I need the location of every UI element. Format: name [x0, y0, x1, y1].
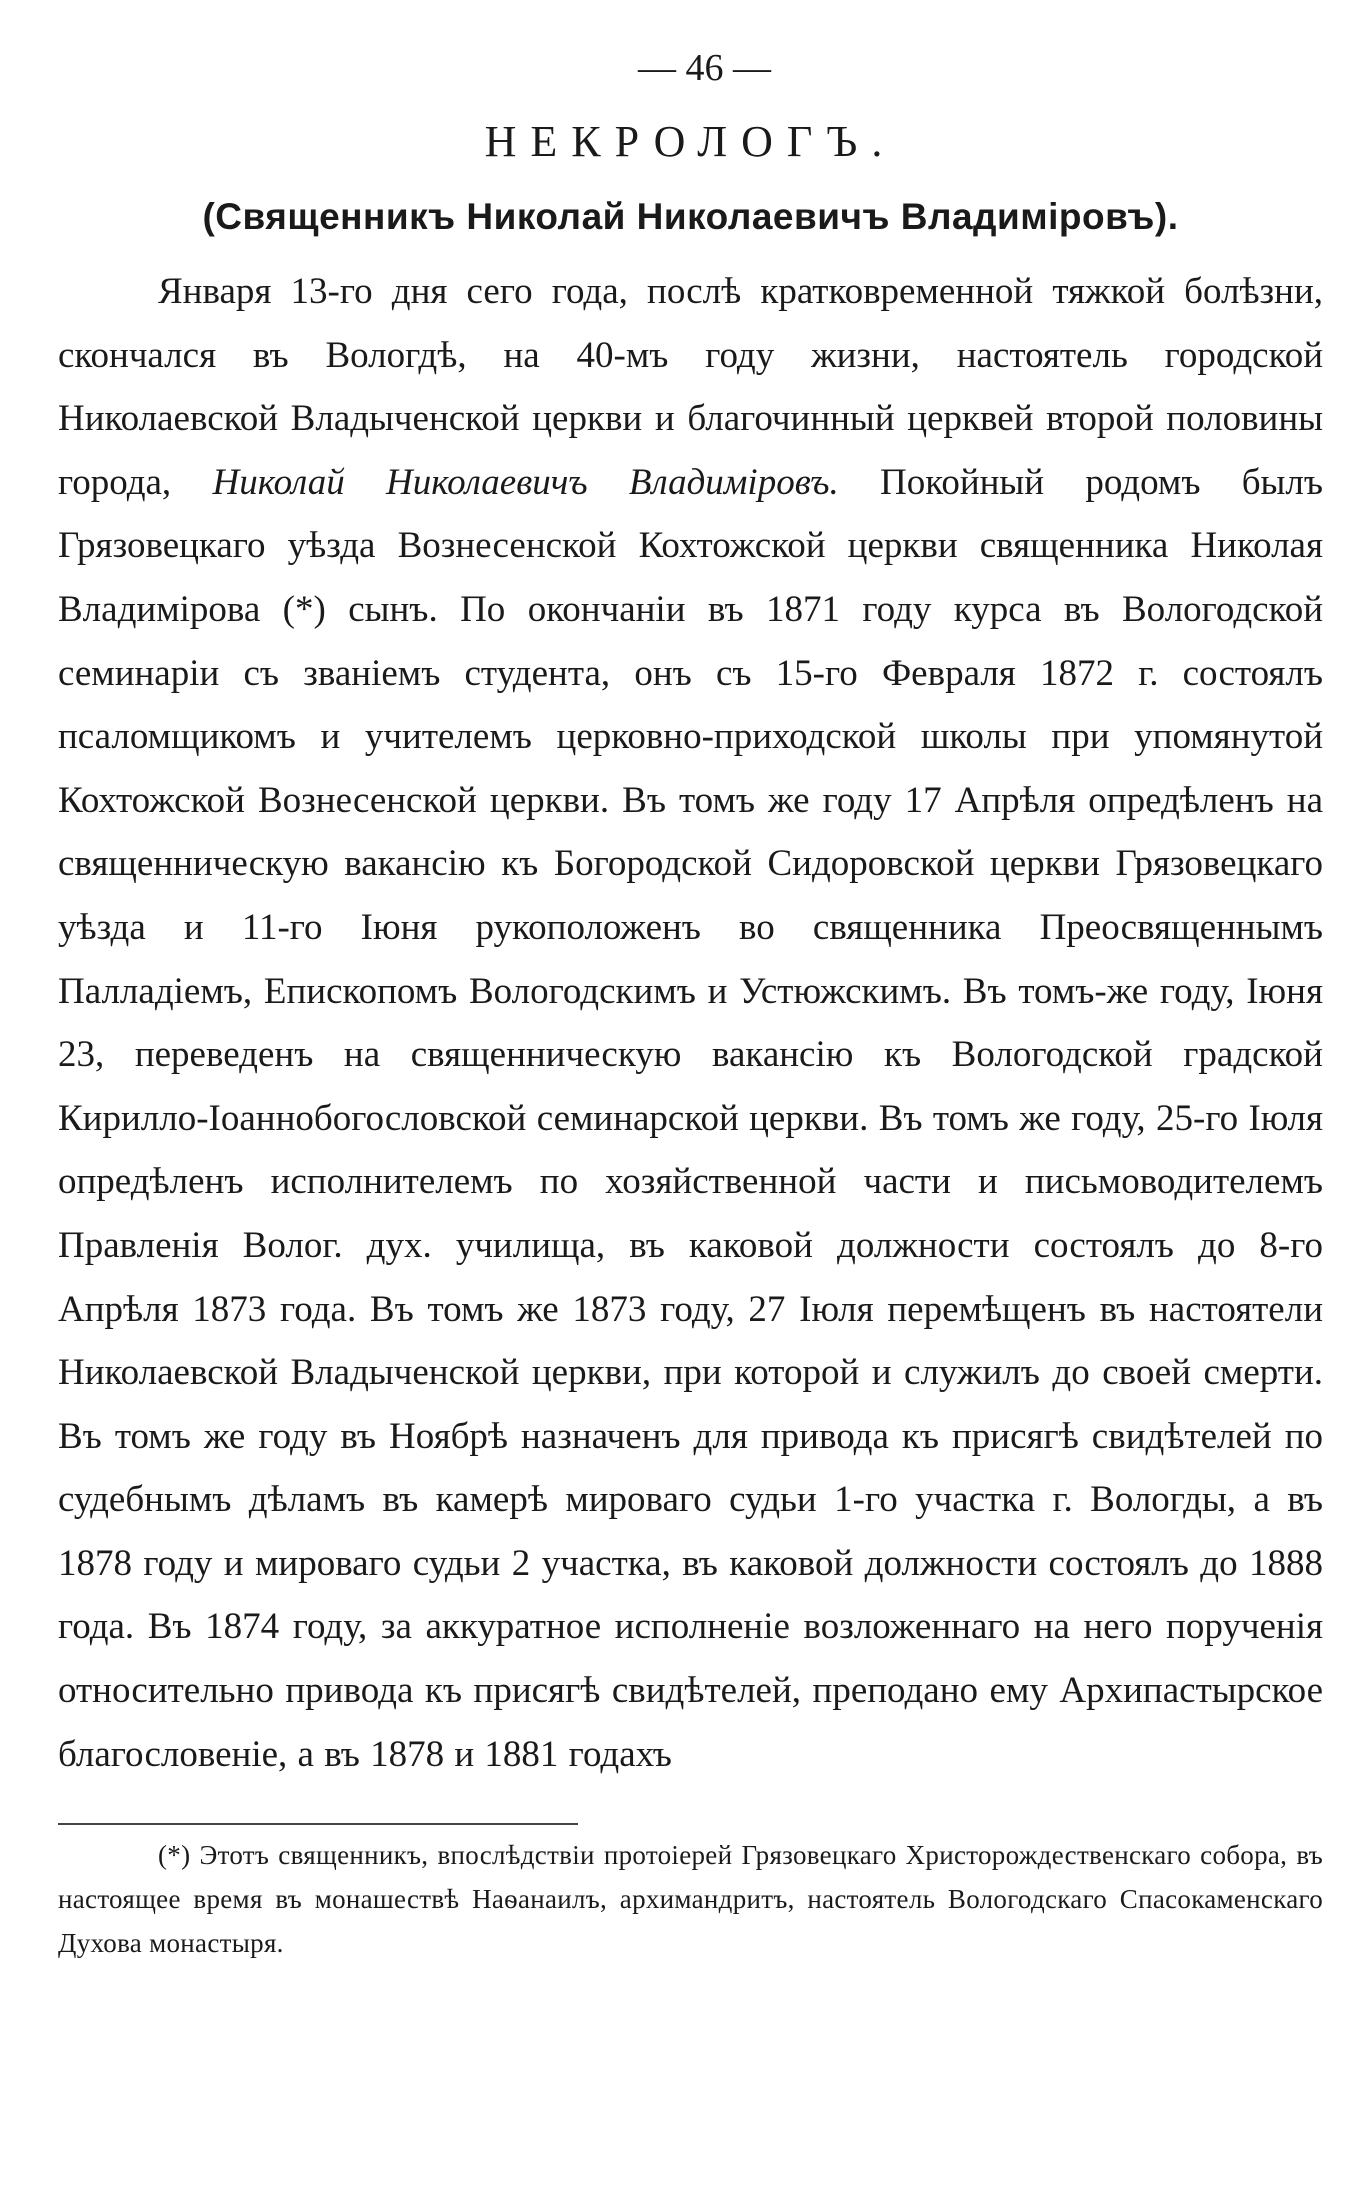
body-text-part-2: Покойный родомъ былъ Грязовецкаго уѣзда Вознесенской Кохтожской церкви священника Николая Владимірова (*) сынъ. По окончаніи въ 1871 году курса въ Вологодской семинаріи съ званіемъ студента, онъ съ 15-го Февраля 1872 г. состоялъ псаломщикомъ и учителемъ церковно-приходской школы при упомянутой Кохтожской Вознесенской церкви. Въ томъ же году 17 Апрѣля опредѣленъ на священническую вакансію къ Богородской Сидоровской церкви Грязовецкаго уѣзда и 11-го Іюня рукоположенъ во священника Преосвященнымъ Палладіемъ, Епископомъ Вологодскимъ и Устюжскимъ. Въ томъ-же году, Іюня 23, переведенъ на священническую вакансію къ Вологодской градской Кирилло-Іоаннобогословской семинарской церкви. Въ томъ же году, 25-го Іюля опредѣленъ исполнителемъ по хозяйственной части и письмоводителемъ Правленія Волог. дух. училища, въ каковой должности состоялъ до 8-го Апрѣля 1873 года. Въ томъ же 1873 году, 27 Іюля перемѣщенъ въ настоятели Николаевской Владыченской церкви, при которой и служилъ до своей смерти. Въ томъ же году въ Ноябрѣ назначенъ для привода къ присягѣ свидѣтелей по судебнымъ дѣламъ въ камерѣ мироваго судьи 1-го участка г. Вологды, а въ 1878 году и мироваго судьи 2 участка, въ каковой должности состоялъ до 1888 года. Въ 1874 году, за аккуратное исполненіе возложеннаго на него порученія относительно привода къ присягѣ свидѣтелей, преподано ему Архипастырское благословеніе, а въ 1878 и 1881 годахъ [58, 461, 1324, 1775]
page-title: НЕКРОЛОГЪ. [484, 117, 897, 166]
footnote: (*) Этотъ священникъ, впослѣдствіи протоіерей Грязовецкаго Христорождественскаго собора, въ настоящее время въ монашествѣ Наѳанаилъ, архимандритъ, настоятель Вологодскаго Спасокаменскаго Духова монастыря. [58, 1840, 1323, 1959]
obituary-subtitle: (Священникъ Николай Николаевичъ Владиміровъ). [202, 196, 1179, 237]
footnote-divider [58, 1823, 578, 1825]
body-text-part-1: Января 13-го дня сего года, послѣ кратковременной тяжкой болѣзни, скончался въ Вологдѣ, на 40-мъ году жизни, настоятель городской Николаевской Владыченской церкви и благочинный церквей второй половины города, [58, 271, 1323, 503]
page-number: — 46 — [638, 47, 771, 89]
document-page [58, 40, 1323, 1992]
body-paragraph [58, 260, 1323, 1786]
deceased-name: Николай Николаевичъ Владиміровъ. [212, 461, 839, 503]
